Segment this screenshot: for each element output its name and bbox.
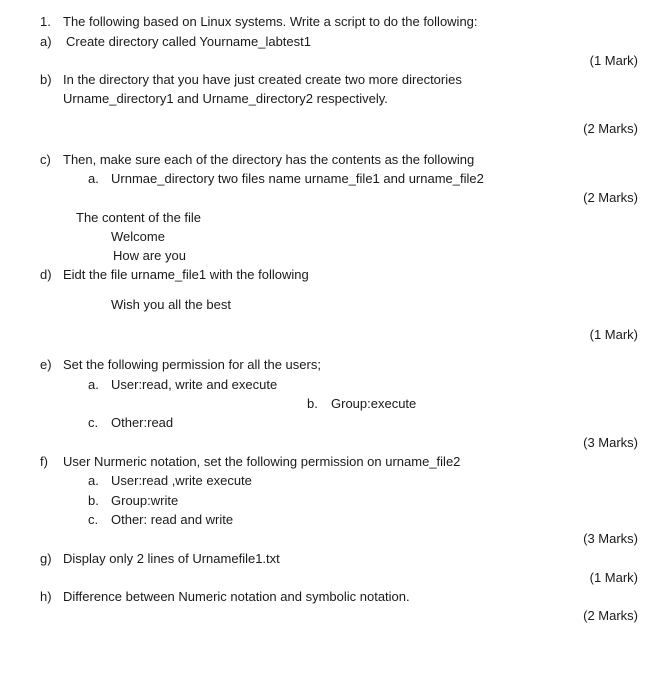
item-b-marks: (2 Marks) [583,121,638,136]
item-h-label: h) [40,589,52,604]
item-c-text: Then, make sure each of the directory has the contents as the following [63,152,475,167]
item-a-text: Create directory called Yourname_labtest1 [66,34,311,49]
item-c-sub-a-label: a. [88,171,99,186]
item-f-sub-a-label: a. [88,473,99,488]
item-g-marks: (1 Mark) [589,570,638,585]
item-c-sub-a-text: Urnmae_directory two files name urname_file1 and urname_file2 [111,171,484,186]
item-c-label: c) [40,152,51,167]
item-f-marks: (3 Marks) [583,531,638,546]
item-b-label: b) [40,72,52,87]
item-a-label: a) [40,34,52,49]
item-d-marks: (1 Mark) [589,327,638,342]
item-e-sub-c-label: c. [88,415,99,430]
item-e-marks: (3 Marks) [583,435,638,450]
question-title: The following based on Linux systems. Write a script to do the following: [63,14,478,29]
item-e-sub-a-label: a. [88,377,99,392]
item-c-content-line1: Welcome [111,229,165,244]
item-e-sub-c-text: Other:read [111,415,174,430]
item-g-label: g) [40,551,52,566]
item-c-content-line2: How are you [113,248,186,263]
item-f-sub-a-text: User:read ,write execute [111,473,252,488]
item-a-marks: (1 Mark) [589,53,638,68]
item-f-sub-c-text: Other: read and write [111,512,234,527]
item-e-label: e) [40,357,52,372]
question-number: 1. [40,14,51,29]
item-e-sub-b-label: b. [307,396,318,411]
item-f-text: User Nurmeric notation, set the following permission on urname_file2 [63,454,461,469]
item-d-label: d) [40,267,52,282]
item-b-line1: In the directory that you have just created create two more directories [63,72,462,87]
item-d-content: Wish you all the best [111,297,231,312]
item-c-marks: (2 Marks) [583,190,638,205]
item-f-sub-b-text: Group:write [111,493,179,508]
item-e-text: Set the following permission for all the users; [63,357,321,372]
item-e-sub-a-text: User:read, write and execute [111,377,278,392]
item-h-marks: (2 Marks) [583,608,638,623]
item-f-sub-c-label: c. [88,512,99,527]
item-g-text: Display only 2 lines of Urnamefile1.txt [63,551,280,566]
item-b-line2: Urname_directory1 and Urname_directory2 respectively. [63,91,388,106]
item-c-content-heading: The content of the file [76,210,202,225]
item-d-text: Eidt the file urname_file1 with the following [63,267,309,282]
item-f-sub-b-label: b. [88,493,99,508]
item-e-sub-b-text: Group:execute [331,396,417,411]
item-f-label: f) [40,454,48,469]
item-h-text: Difference between Numeric notation and symbolic notation. [63,589,410,604]
